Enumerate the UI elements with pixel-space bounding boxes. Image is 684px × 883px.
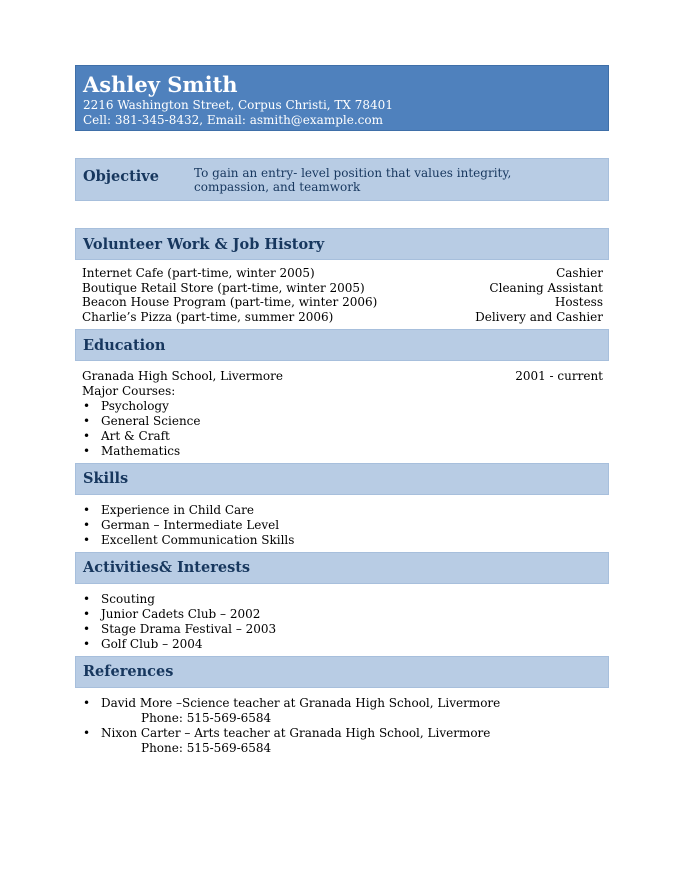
volunteer-list [75, 260, 609, 329]
job-row [82, 310, 603, 325]
course-item: • Mathematics [82, 444, 603, 459]
reference-item [82, 726, 603, 756]
activities-list [82, 592, 603, 652]
course-item: • General Science [82, 414, 603, 429]
references-body [75, 688, 609, 760]
reference-phone: Phone: 515-569-6584 [141, 710, 272, 725]
candidate-address: 2216 Washington Street, Corpus Christi, TX 78401 [83, 98, 393, 112]
objective-section [75, 158, 609, 201]
objective-title: Objective [83, 168, 159, 185]
job-role: Hostess [554, 295, 603, 309]
job-place: Boutique Retail Store (part-time, winter 2005) [82, 280, 365, 295]
volunteer-title: Volunteer Work & Job History [83, 235, 325, 253]
skills-heading [75, 463, 609, 495]
references-heading [75, 656, 609, 688]
skill-item: • Excellent Communication Skills [82, 533, 603, 548]
candidate-name: Ashley Smith [83, 72, 238, 97]
job-place: Charlie’s Pizza (part-time, summer 2006) [82, 309, 334, 324]
courses-label: Major Courses: [82, 383, 176, 398]
references-list [82, 696, 603, 756]
skill-item: • German – Intermediate Level [82, 518, 603, 533]
activities-body [75, 584, 609, 656]
job-role: Cashier [556, 266, 603, 280]
job-place: Beacon House Program (part-time, winter 2006) [82, 295, 378, 309]
job-role: Cleaning Assistant [489, 280, 603, 295]
reference-name: • Nixon Carter – Arts teacher at Granada High School, Livermore [101, 725, 491, 740]
school-name: Granada High School, Livermore [82, 369, 283, 383]
education-heading [75, 329, 609, 361]
school-row [82, 369, 603, 384]
course-item: • Psychology [82, 399, 603, 414]
resume-page [75, 65, 609, 760]
reference-name: • David More –Science teacher at Granada High School, Livermore [101, 695, 501, 710]
resume-header [75, 65, 609, 131]
job-role: Delivery and Cashier [475, 309, 603, 324]
activity-item: • Stage Drama Festival – 2003 [82, 622, 603, 637]
education-body [75, 361, 609, 463]
course-item: • Art & Craft [82, 429, 603, 444]
references-title: References [83, 663, 174, 680]
reference-item [82, 696, 603, 726]
candidate-contact: Cell: 381-345-8432, Email: asmith@example.com [83, 113, 383, 127]
school-dates: 2001 - current [515, 369, 603, 383]
job-row [82, 295, 603, 310]
reference-phone: Phone: 515-569-6584 [141, 740, 272, 755]
activity-item: • Junior Cadets Club – 2002 [82, 607, 603, 622]
skills-title: Skills [83, 470, 129, 487]
job-row [82, 281, 603, 296]
activities-title: Activities& Interests [83, 559, 251, 576]
courses-list [82, 399, 603, 459]
education-title: Education [83, 336, 166, 354]
skill-item: • Experience in Child Care [82, 503, 603, 518]
skills-body [75, 495, 609, 552]
objective-text: To gain an entry- level position that values integrity, compassion, and teamwork [194, 166, 512, 194]
skills-list [82, 503, 603, 548]
job-place: Internet Cafe (part-time, winter 2005) [82, 266, 315, 280]
job-row [82, 266, 603, 281]
activity-item: • Scouting [82, 592, 603, 607]
activity-item: • Golf Club – 2004 [82, 637, 603, 652]
volunteer-heading [75, 228, 609, 260]
activities-heading [75, 552, 609, 584]
